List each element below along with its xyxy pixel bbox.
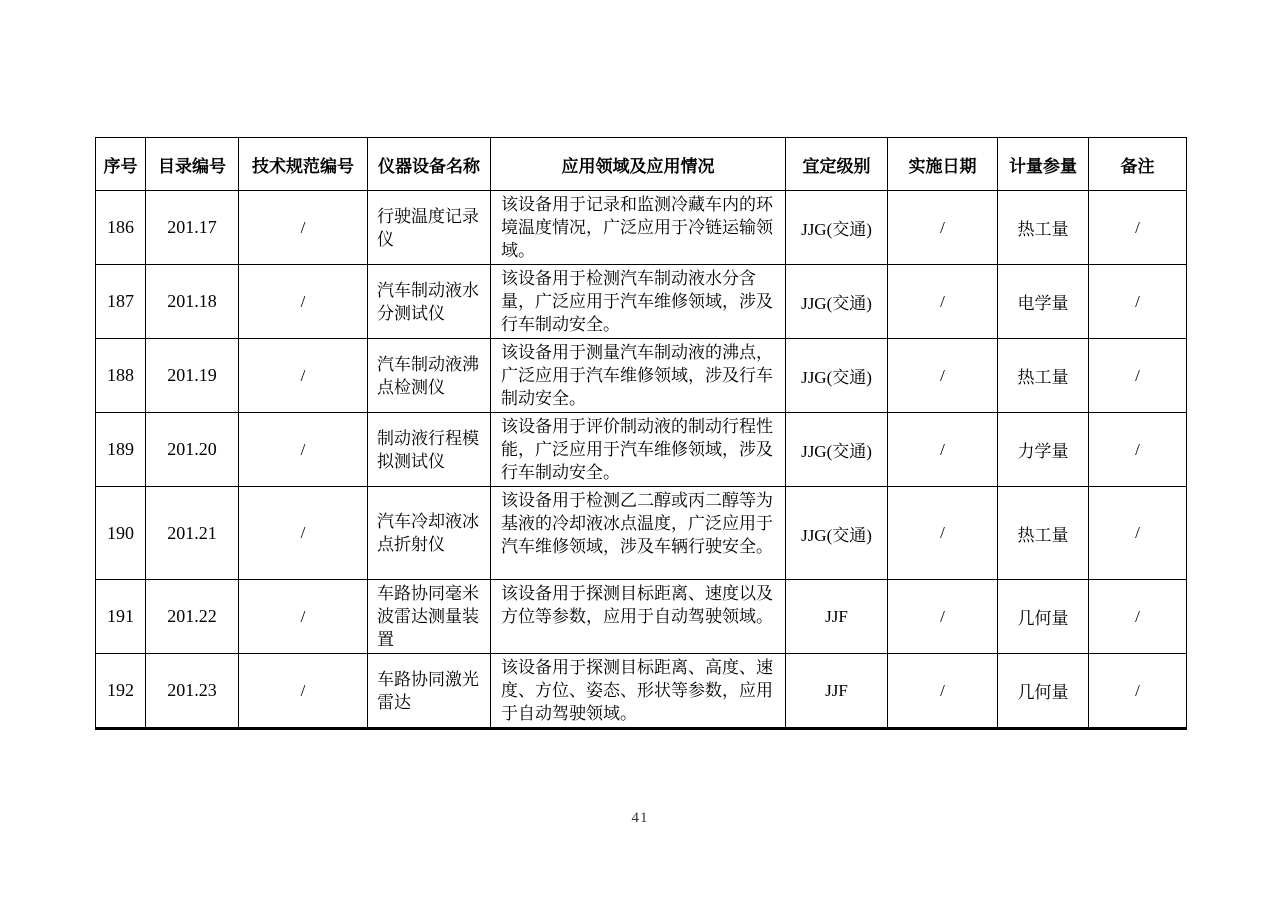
cell-application: 该设备用于探测目标距离、高度、速度、方位、姿态、形状等参数，应用于自动驾驶领域。 <box>491 654 786 729</box>
cell-spec-no: / <box>239 580 368 654</box>
col-header-date: 实施日期 <box>888 138 998 191</box>
cell-param: 力学量 <box>998 413 1089 487</box>
table-row <box>96 265 1187 339</box>
cell-seq: 192 <box>96 654 146 729</box>
cell-spec-no: / <box>239 265 368 339</box>
cell-seq: 190 <box>96 487 146 580</box>
cell-remark: / <box>1089 654 1187 729</box>
cell-date: / <box>888 487 998 580</box>
cell-device-name: 制动液行程模拟测试仪 <box>368 413 491 487</box>
cell-remark: / <box>1089 487 1187 580</box>
table-row <box>96 487 1187 580</box>
page-number: 41 <box>631 810 649 826</box>
cell-date: / <box>888 265 998 339</box>
cell-param: 几何量 <box>998 580 1089 654</box>
cell-param: 热工量 <box>998 339 1089 413</box>
cell-date: / <box>888 339 998 413</box>
col-header-param: 计量参量 <box>998 138 1089 191</box>
cell-catalog-no: 201.17 <box>146 191 239 265</box>
cell-seq: 186 <box>96 191 146 265</box>
table-row <box>96 339 1187 413</box>
col-header-catalog-no: 目录编号 <box>146 138 239 191</box>
col-header-remark: 备注 <box>1089 138 1187 191</box>
cell-device-name: 汽车冷却液冰点折射仪 <box>368 487 491 580</box>
cell-device-name: 汽车制动液沸点检测仪 <box>368 339 491 413</box>
col-header-application: 应用领域及应用情况 <box>491 138 786 191</box>
cell-level: JJF <box>786 654 888 729</box>
table-header-row <box>96 138 1187 191</box>
cell-catalog-no: 201.18 <box>146 265 239 339</box>
cell-seq: 191 <box>96 580 146 654</box>
col-header-seq: 序号 <box>96 138 146 191</box>
col-header-spec-no: 技术规范编号 <box>239 138 368 191</box>
cell-param: 电学量 <box>998 265 1089 339</box>
cell-level: JJG(交通) <box>786 265 888 339</box>
cell-catalog-no: 201.21 <box>146 487 239 580</box>
cell-spec-no: / <box>239 487 368 580</box>
cell-seq: 188 <box>96 339 146 413</box>
cell-spec-no: / <box>239 339 368 413</box>
cell-level: JJG(交通) <box>786 413 888 487</box>
cell-seq: 187 <box>96 265 146 339</box>
cell-catalog-no: 201.19 <box>146 339 239 413</box>
cell-remark: / <box>1089 265 1187 339</box>
cell-spec-no: / <box>239 191 368 265</box>
cell-application: 该设备用于测量汽车制动液的沸点，广泛应用于汽车维修领域，涉及行车制动安全。 <box>491 339 786 413</box>
cell-device-name: 车路协同毫米波雷达测量装置 <box>368 580 491 654</box>
cell-device-name: 行驶温度记录仪 <box>368 191 491 265</box>
table-row <box>96 413 1187 487</box>
cell-date: / <box>888 580 998 654</box>
table-row <box>96 654 1187 729</box>
cell-device-name: 汽车制动液水分测试仪 <box>368 265 491 339</box>
cell-device-name: 车路协同激光雷达 <box>368 654 491 729</box>
cell-remark: / <box>1089 413 1187 487</box>
cell-seq: 189 <box>96 413 146 487</box>
cell-param: 几何量 <box>998 654 1089 729</box>
cell-catalog-no: 201.23 <box>146 654 239 729</box>
cell-date: / <box>888 191 998 265</box>
cell-application: 该设备用于评价制动液的制动行程性能，广泛应用于汽车维修领域，涉及行车制动安全。 <box>491 413 786 487</box>
cell-catalog-no: 201.22 <box>146 580 239 654</box>
cell-application: 该设备用于检测乙二醇或丙二醇等为基液的冷却液冰点温度，广泛应用于汽车维修领域，涉及车辆行驶安全。 <box>491 487 786 580</box>
table-row <box>96 191 1187 265</box>
cell-level: JJF <box>786 580 888 654</box>
cell-application: 该设备用于记录和监测冷藏车内的环境温度情况，广泛应用于冷链运输领域。 <box>491 191 786 265</box>
table-row <box>96 580 1187 654</box>
col-header-device-name: 仪器设备名称 <box>368 138 491 191</box>
cell-remark: / <box>1089 580 1187 654</box>
equipment-catalog-table <box>95 137 1187 730</box>
col-header-level: 宜定级别 <box>786 138 888 191</box>
cell-param: 热工量 <box>998 487 1089 580</box>
cell-catalog-no: 201.20 <box>146 413 239 487</box>
cell-application: 该设备用于检测汽车制动液水分含量，广泛应用于汽车维修领域，涉及行车制动安全。 <box>491 265 786 339</box>
cell-level: JJG(交通) <box>786 339 888 413</box>
cell-remark: / <box>1089 339 1187 413</box>
cell-application: 该设备用于探测目标距离、速度以及方位等参数，应用于自动驾驶领域。 <box>491 580 786 654</box>
cell-level: JJG(交通) <box>786 191 888 265</box>
cell-spec-no: / <box>239 413 368 487</box>
cell-param: 热工量 <box>998 191 1089 265</box>
cell-spec-no: / <box>239 654 368 729</box>
cell-remark: / <box>1089 191 1187 265</box>
cell-date: / <box>888 654 998 729</box>
cell-date: / <box>888 413 998 487</box>
cell-level: JJG(交通) <box>786 487 888 580</box>
